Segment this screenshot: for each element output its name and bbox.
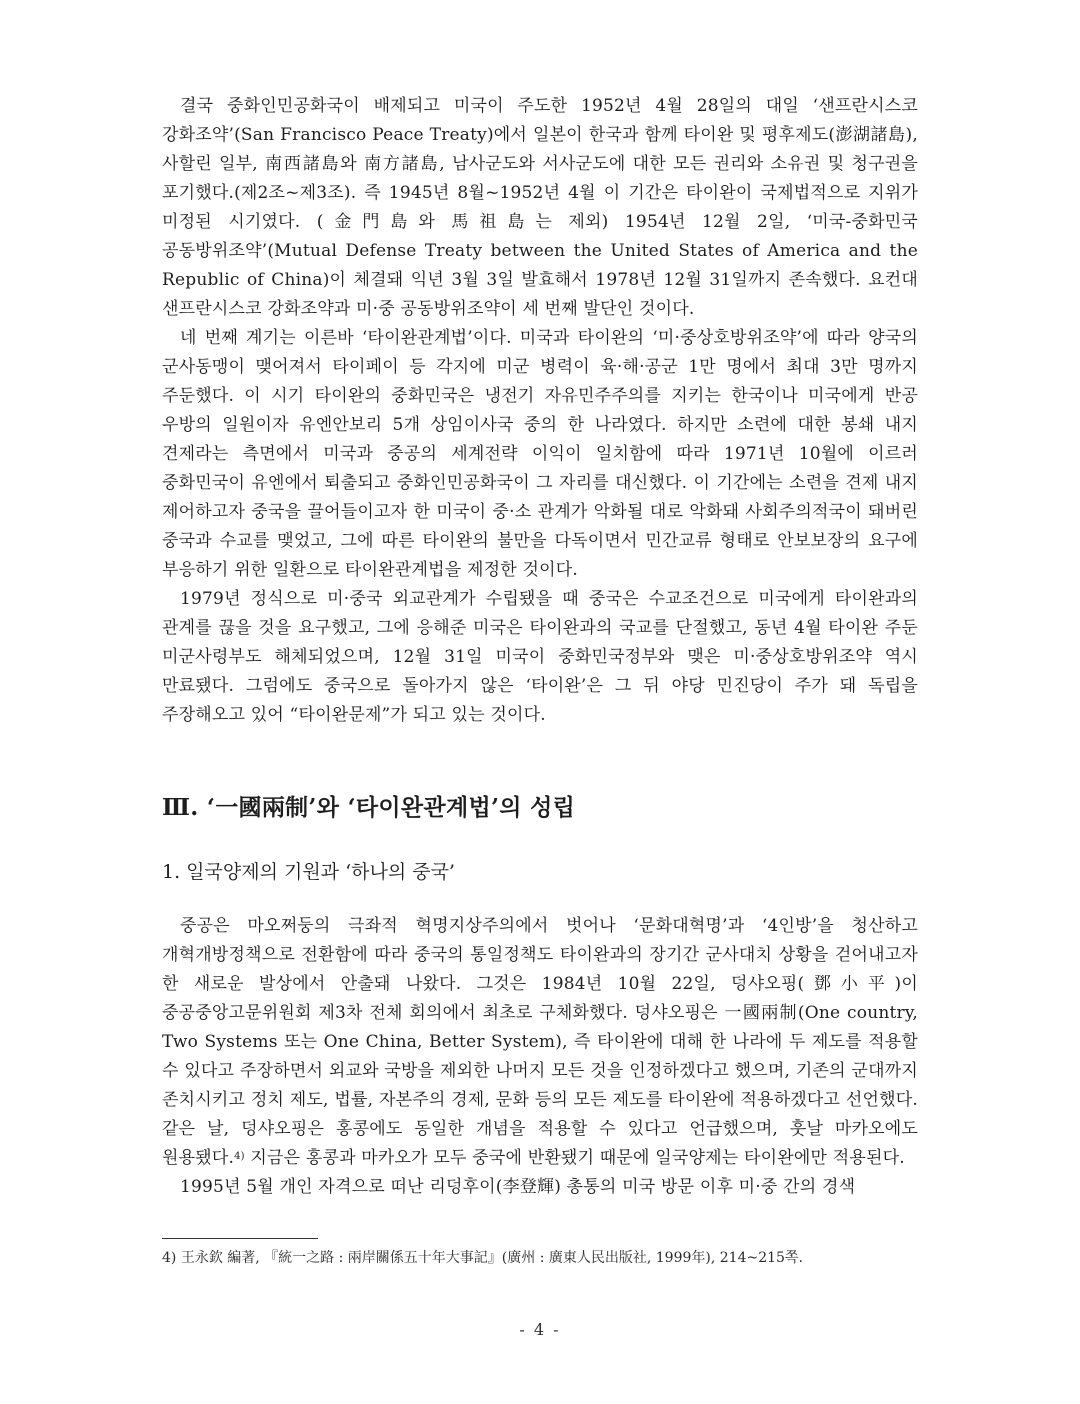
footnote: 4) 王永欽 編著, 『統一之路 : 兩岸關係五十年大事記』(廣州 : 廣東人民出版社, 1999年), 214~215쪽. [162,1250,803,1266]
section-heading: Ⅲ. ‘一國兩制’와 ‘타이완관계법’의 성립 [162,794,576,821]
subsection-heading: 1. 일국양제의 기원과 ‘하나의 중국’ [162,861,455,883]
footnote-divider [162,1238,318,1239]
body-paragraph: 네 번째 계기는 이른바 ‘타이완관계법’이다. 미국과 타이완의 ‘미·중상호방위조약’에 따라 양국의 군사동맹이 맺어져서 타이페이 등 각지에 미군 병력이 육·해·공군 1만 명에서 최대 3만 명까지 주둔했다. 이 시기 타이완의 중화민국은 냉전기 자유민주주의를 지키는 한국이나 미국에게 반공 우방의 일원이자 유엔안보리 5개 상임이사국 중의 한 나라였다. 하지만 소련에 대한 봉쇄 내지 견제라는 측면에서 미국과 중공의 세계전략 이익이 일치함에 따라 1971년 10월에 이르러 중화민국이 유엔에서 퇴출되고 중화인민공화국이 그 자리를 대신했다. 이 기간에는 소련을 견제 내지 제어하고자 중국을 끌어들이고자 한 미국이 중·소 관계가 악화될 대로 악화돼 사회주의적국이 돼버린 중국과 수교를 맺었고, 그에 따른 타이완의 불만을 다독이면서 민간교류 형태로 안보보장의 요구에 부응하기 위한 일환으로 타이완관계법을 제정한 것이다. [162,328,918,580]
page-number: - 4 - [519,1320,561,1339]
footnote-reference[interactable]: 4) [234,1151,245,1162]
body-paragraph: 결국 중화인민공화국이 배제되고 미국이 주도한 1952년 4월 28일의 대일 ‘샌프란시스코 강화조약’(San Francisco Peace Treaty)에서 일본이 한국과 함께 타이완 및 평후제도(澎湖諸島), 사할린 일부, 南西諸島와 南方諸島, 남사군도와 서사군도에 대한 모든 권리와 소유권 및 청구권을 포기했다.(제2조~제3조). 즉 1945년 8월~1952년 4월 이 기간은 타이완이 국제법적으로 지위가 미정된 시기였다. (金門島와 馬祖島는 제외) 1954년 12월 2일, ‘미국-중화민국 공동방위조약’(Mutual Defense Treaty between the United States of America and the Republic of China)이 체결돼 익년 3월 3일 발효해서 1978년 12월 31일까지 존속했다. 요컨대 샌프란시스코 강화조약과 미·중 공동방위조약이 세 번째 발단인 것이다. [162,96,918,319]
paragraph-text: 중공은 마오쩌둥의 극좌적 혁명지상주의에서 벗어나 ‘문화대혁명’과 ‘4인방’을 청산하고 개혁개방정책으로 전환함에 따라 중국의 통일정책도 타이완과의 장기간 군사대치 상황을 걷어내고자 한 새로운 발상에서 안출돼 나왔다. 그것은 1984년 10월 22일, 덩샤오핑(鄧小平)이 중공중앙고문위원회 제3차 전체 회의에서 최초로 구체화했다. 덩샤오핑은 一國兩制(One country, Two Systems 또는 One China, Better System), 즉 타이완에 대해 한 나라에 두 제도를 적용할 수 있다고 주장하면서 외교와 국방을 제외한 나머지 모든 것을 인정하겠다고 했으며, 기존의 군대까지 존치시키고 정치 제도, 법률, 자본주의 경제, 문화 등의 모든 제도를 타이완에 적용하겠다고 선언했다. 같은 날, 덩샤오핑은 홍콩에도 동일한 개념을 적용할 수 있다고 언급했으며, 훗날 마카오에도 원용됐다. [162,916,918,1168]
body-paragraph: 1979년 정식으로 미·중국 외교관계가 수립됐을 때 중국은 수교조건으로 미국에게 타이완과의 관계를 끊을 것을 요구했고, 그에 응해준 미국은 타이완과의 국교를 단절했고, 동년 4월 타이완 주둔 미군사령부도 해체되었으며, 12월 31일 미국이 중화민국정부와 맺은 미·중상호방위조약 역시 만료됐다. 그럼에도 중국으로 돌아가지 않은 ‘타이완’은 그 뒤 야당 민진당이 주가 돼 독립을 주장해오고 있어 “타이완문제”가 되고 있는 것이다. [162,589,918,725]
spacer [162,886,918,912]
paragraph-text: 지금은 홍콩과 마카오가 모두 중국에 반환됐기 때문에 일국양제는 타이완에만 적용된다. [244,1148,905,1168]
body-paragraph [162,912,918,1173]
body-paragraph: 1995년 5월 개인 자격으로 떠난 리덩후이(李登輝) 총통의 미국 방문 이후 미·중 간의 경색 [180,1177,856,1197]
page-body [162,92,918,1202]
